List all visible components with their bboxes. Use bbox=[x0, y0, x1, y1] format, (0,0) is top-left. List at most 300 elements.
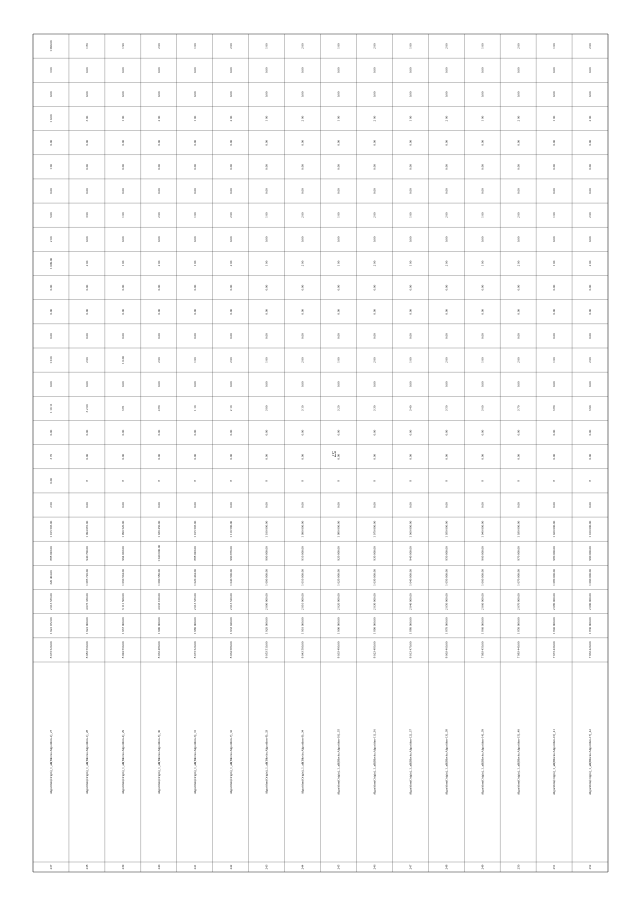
table-cell: 0.00 bbox=[372, 91, 377, 98]
table-cell: 0.00 bbox=[264, 381, 269, 388]
table-cell: 0.00 bbox=[552, 91, 557, 98]
table-cell: 0.00 bbox=[336, 67, 341, 74]
table-cell: 2 00 bbox=[49, 502, 54, 508]
table-cell: 1 105 505.00 bbox=[192, 520, 197, 538]
table-cell: 0.00 bbox=[228, 453, 233, 460]
table-cell: 960 000.00 bbox=[480, 546, 485, 561]
table-cell: 0.00 bbox=[192, 284, 197, 291]
table-cell: 3 50 bbox=[444, 405, 449, 412]
table-cell: 8 063 480.00 bbox=[156, 641, 161, 659]
table-cell: 1 000 000.00 bbox=[264, 569, 269, 586]
table-cell: 1 850 000.00 bbox=[516, 617, 521, 635]
table-cell: 1 900 000.00 bbox=[336, 617, 341, 635]
table-cell: 0.00 bbox=[336, 164, 341, 170]
table-cell: 0.00 bbox=[480, 502, 485, 508]
table-cell: 0.00 bbox=[372, 139, 377, 146]
table-cell: 1 870 000.00 bbox=[444, 617, 449, 635]
table-cell: 2 00 bbox=[228, 357, 233, 363]
table-cell: 0.00 bbox=[480, 67, 485, 74]
table-cell: 8 083 560.00 bbox=[85, 641, 90, 659]
table-cell: 0.00 bbox=[588, 91, 593, 98]
table-cell: 0.00 bbox=[85, 333, 90, 339]
table-cell: 0.00 bbox=[336, 502, 341, 508]
table-cell: 1 00 bbox=[408, 357, 413, 363]
table-cell: 1 060 504.00 bbox=[120, 569, 125, 586]
table-cell: 0.00 bbox=[552, 381, 557, 388]
table-cell: 1 040 500.00 bbox=[228, 569, 233, 586]
table-cell: 1 920 000.00 bbox=[264, 617, 269, 635]
table-cell: 4 033 100.00 bbox=[156, 593, 161, 610]
table-cell: 0.00 bbox=[264, 333, 269, 339]
table-cell: 0.00 bbox=[480, 284, 485, 291]
table-cell: 1 020 404.00 bbox=[192, 569, 197, 586]
table-cell: 0.00 bbox=[85, 381, 90, 388]
table-cell: 0.00 bbox=[85, 164, 90, 170]
table-cell: 0.00 bbox=[120, 429, 125, 436]
table-cell: 2 00 bbox=[372, 115, 377, 122]
table-cell: 1 070 000.00 bbox=[516, 569, 521, 586]
table-cell: 320 404.00 bbox=[49, 570, 54, 585]
table-cell: 5.00 bbox=[49, 212, 54, 218]
table-cell: 0.00 bbox=[552, 333, 557, 339]
table-cell: 1 010 bbox=[49, 356, 54, 364]
table-cell: 0.00 bbox=[408, 502, 413, 508]
table-cell: 1 085 720.00 bbox=[85, 569, 90, 586]
table-cell: 0.00 bbox=[264, 284, 269, 291]
table-cell: 2 013 536.00 bbox=[49, 593, 54, 610]
row-name-cell: Algorithm(Origin)_1_all(Blocks:Algorithm-7)_32 bbox=[228, 729, 233, 795]
table-cell: 8 bbox=[336, 480, 341, 482]
table-cell: 0.00 bbox=[480, 236, 485, 243]
table-cell: 7 963 420.00 bbox=[588, 641, 593, 659]
row-id-cell: 242 bbox=[228, 864, 233, 870]
table-cell: 0.00 bbox=[264, 308, 269, 315]
table-cell: 1 00 bbox=[120, 260, 125, 267]
table-cell: 1 00 bbox=[336, 260, 341, 267]
table-cell: 0.00 bbox=[192, 381, 197, 388]
table-cell: 0.00 bbox=[516, 308, 521, 315]
table-cell: 0.00 bbox=[228, 333, 233, 339]
table-cell: 7 973 430.00 bbox=[552, 641, 557, 659]
table-cell: 1 890 000.00 bbox=[372, 617, 377, 635]
table-cell: 2 080 000.00 bbox=[552, 593, 557, 610]
table-cell: 940 700.00 bbox=[85, 546, 90, 561]
table-cell: 994 003.00 bbox=[120, 546, 125, 561]
table-cell: 0.00 bbox=[85, 284, 90, 291]
table-cell: 1 990 000.00 bbox=[156, 617, 161, 635]
table-cell: 1 009.00 bbox=[49, 257, 54, 270]
table-cell: 0.00 bbox=[408, 453, 413, 460]
table-cell: 1 030 450.00 bbox=[156, 520, 161, 538]
table-cell: 888 093.00 bbox=[192, 546, 197, 561]
table-cell: 0.00 bbox=[49, 91, 54, 98]
table-cell: 0.00 bbox=[516, 139, 521, 146]
table-cell: 8 073 520.00 bbox=[192, 641, 197, 659]
table-cell: 4 073 330.00 bbox=[85, 593, 90, 610]
table-cell: 0.00 bbox=[120, 502, 125, 508]
table-cell: 0.00 bbox=[444, 236, 449, 243]
table-cell: 0.00 bbox=[300, 139, 305, 146]
table-cell: 1 80 bbox=[85, 43, 90, 49]
row-name-cell: Algorithm(Origin)_1_all(Blocks:Algorithm-4)_29 bbox=[120, 729, 125, 795]
table-cell: 0.00 bbox=[228, 429, 233, 436]
table-cell: 0.00 bbox=[264, 164, 269, 170]
table-cell: 2 00 bbox=[300, 212, 305, 218]
table-cell: 2 060 000.00 bbox=[480, 593, 485, 610]
table-cell: 980 000.00 bbox=[552, 546, 557, 561]
table-cell: 0.00 bbox=[85, 91, 90, 98]
row-name-cell: Algorithm(Origin)_1_all(Blocks:Algorithm-5)_30 bbox=[156, 729, 161, 795]
table-cell: 2 00 bbox=[516, 43, 521, 49]
table-cell: 1 00 bbox=[480, 260, 485, 267]
row-name-cell: Algorithm(Origin)_1_all(Blocks:Algorithm-8)_33 bbox=[264, 729, 269, 795]
table-cell: 1 090 000.00 bbox=[588, 569, 593, 586]
table-cell: 2 00 bbox=[588, 43, 593, 49]
table-cell: 0.00 bbox=[372, 502, 377, 508]
table-cell: 0.00 bbox=[264, 139, 269, 146]
table-cell: 2 00 bbox=[156, 43, 161, 49]
table-cell: 0.00 bbox=[300, 164, 305, 170]
table-cell: 3 80 bbox=[552, 405, 557, 412]
table-cell: 0.00 bbox=[444, 308, 449, 315]
table-cell: 1 10 11 bbox=[49, 403, 54, 414]
table-cell: 1 00 bbox=[336, 357, 341, 363]
table-cell: 0.00 bbox=[408, 67, 413, 74]
table-cell: 3 90 bbox=[588, 405, 593, 412]
row-id-cell: 241 bbox=[192, 864, 197, 870]
table-cell: 1 840 000.00 bbox=[552, 617, 557, 635]
table-cell: 920 000.00 bbox=[336, 546, 341, 561]
table-cell: 0.00 bbox=[444, 381, 449, 388]
table-cell: 0.00 bbox=[588, 188, 593, 194]
table-cell: 0.00 bbox=[300, 188, 305, 194]
table-cell: 8 bbox=[480, 480, 485, 482]
table-cell: 0.00 bbox=[300, 333, 305, 339]
table-cell: 0.00 bbox=[300, 381, 305, 388]
table-cell: 0.00 bbox=[156, 236, 161, 243]
table-cell: 3 60 bbox=[480, 405, 485, 412]
table-cell: 0.00 bbox=[516, 236, 521, 243]
table-cell: 0.00 bbox=[192, 333, 197, 339]
row-id-cell: 243 bbox=[264, 864, 269, 870]
table-cell: 0.00 bbox=[516, 381, 521, 388]
table-cell: 0.00 bbox=[264, 188, 269, 194]
row-id-cell: 251 bbox=[552, 864, 557, 870]
table-cell: 8 013 470.00 bbox=[408, 641, 413, 659]
row-id-cell: 237 bbox=[49, 864, 54, 870]
table-cell: 0.00 bbox=[552, 236, 557, 243]
table-cell: 8 bbox=[300, 480, 305, 482]
table-cell: 2 00 bbox=[228, 260, 233, 267]
table-cell: 1 060 000.00 bbox=[408, 520, 413, 538]
table-cell: 0.00 bbox=[228, 188, 233, 194]
table-cell: 0.00 bbox=[156, 188, 161, 194]
table-cell: 1 00 bbox=[480, 115, 485, 122]
table-cell: 0.00 bbox=[120, 67, 125, 74]
table-cell: 0.00 bbox=[228, 284, 233, 291]
table-cell: 0.00 bbox=[336, 308, 341, 315]
table-cell: 1 00 bbox=[408, 212, 413, 218]
table-cell: 0.00 bbox=[552, 429, 557, 436]
table-cell: 0.00 bbox=[516, 164, 521, 170]
table-cell: 0.00 bbox=[336, 139, 341, 146]
table-cell: 2 00 bbox=[156, 260, 161, 267]
row-id-cell: 252 bbox=[588, 864, 593, 870]
table-cell: 1 922 072.00 bbox=[49, 617, 54, 635]
table-cell: 0.00 bbox=[85, 188, 90, 194]
table-cell: 2 050 000.00 bbox=[444, 593, 449, 610]
table-cell: 0.00 bbox=[336, 91, 341, 98]
table-cell: 8 bbox=[552, 480, 557, 482]
table-cell: 0.00 bbox=[516, 453, 521, 460]
table-cell: 8 073 520.00 bbox=[49, 641, 54, 659]
table-cell: 8 bbox=[264, 480, 269, 482]
table-cell: 2 040 000.00 bbox=[408, 593, 413, 610]
table-cell: 0.00 bbox=[264, 453, 269, 460]
table-cell: 8 bbox=[408, 480, 413, 482]
table-cell: 2 00 bbox=[588, 260, 593, 267]
table-cell: 0.00 bbox=[480, 91, 485, 98]
table-cell: 0.00 bbox=[192, 429, 197, 436]
table-cell: 3 81 bbox=[120, 405, 125, 412]
table-cell: 0.00 bbox=[156, 502, 161, 508]
row-name-cell: Algorithm(Origin)_1_all(Blocks:Algorithm-2)_27 bbox=[49, 729, 54, 795]
table-cell: 0.00 bbox=[516, 91, 521, 98]
table-cell: 8 bbox=[156, 480, 161, 482]
table-cell: 1 90 bbox=[120, 43, 125, 49]
table-cell: 0.00 bbox=[336, 429, 341, 436]
table-cell: 2 00 bbox=[156, 115, 161, 122]
table-cell: 2 00 bbox=[156, 357, 161, 363]
table-cell: 0.00 bbox=[300, 308, 305, 315]
table-cell: 0.00 bbox=[444, 333, 449, 339]
table-cell: 0.00 bbox=[49, 188, 54, 194]
table-cell: 0.00 bbox=[516, 67, 521, 74]
table-cell: 0.00 bbox=[156, 429, 161, 436]
row-id-cell: 238 bbox=[85, 864, 90, 870]
table-cell: 0.00 bbox=[372, 381, 377, 388]
table-cell: 8 064 680.00 bbox=[228, 641, 233, 659]
table-cell: 0.00 bbox=[408, 429, 413, 436]
page-number: 57 bbox=[330, 451, 336, 457]
table-cell: 1 0.00 bbox=[120, 356, 125, 365]
table-cell: 0.00 bbox=[372, 429, 377, 436]
table-cell: 0.00 bbox=[120, 284, 125, 291]
table-cell: 3 30 bbox=[372, 405, 377, 412]
table-cell: 0.00 bbox=[372, 236, 377, 243]
table-cell: 0.00 bbox=[336, 381, 341, 388]
row-name-cell: Algorithm(Origin)_1_all(Blocks:Algorithm-1)_28 bbox=[85, 729, 90, 795]
table-cell: 1 00 bbox=[120, 115, 125, 122]
table-cell: 0.00 bbox=[264, 236, 269, 243]
table-cell: 1 010 000.00 bbox=[300, 569, 305, 586]
table-cell: 0.00 bbox=[408, 333, 413, 339]
table-cell: 0.00 bbox=[408, 164, 413, 170]
table-cell: 2 00 bbox=[300, 43, 305, 49]
table-cell: 0.00 bbox=[588, 453, 593, 460]
table-cell: 3 00 bbox=[85, 115, 90, 122]
table-cell: 1 00 bbox=[336, 212, 341, 218]
table-cell: 0.00 bbox=[120, 188, 125, 194]
table-cell: 1 00 bbox=[264, 260, 269, 267]
table-cell: 2 00 bbox=[444, 260, 449, 267]
table-cell: 0.00 bbox=[408, 381, 413, 388]
table-cell: 1 00 bbox=[408, 43, 413, 49]
table-cell: 0.00 bbox=[192, 188, 197, 194]
table-cell: 1 060 000.00 bbox=[480, 569, 485, 586]
table-cell: 0.00 bbox=[408, 308, 413, 315]
table-cell: 1 070 000.00 bbox=[372, 520, 377, 538]
table-cell: 0.00 bbox=[120, 164, 125, 170]
table-cell: 0.00 bbox=[120, 453, 125, 460]
table-cell: 0.00 bbox=[516, 502, 521, 508]
table-cell: 2 013 536.00 bbox=[192, 593, 197, 610]
table-cell: 1 00 bbox=[264, 43, 269, 49]
table-cell: 8 bbox=[228, 480, 233, 482]
row-name-cell: Algorithm(Origin)_1_all(Blocks:Algorithm-14)_39 bbox=[480, 729, 485, 795]
table-cell: 1 040 000.00 bbox=[156, 544, 161, 562]
table-cell: 0.00 bbox=[228, 164, 233, 170]
table-cell: 0.00 bbox=[228, 91, 233, 98]
table-cell: 0.00 bbox=[372, 333, 377, 339]
table-cell: 0.00 bbox=[408, 91, 413, 98]
table-cell: 0.00 bbox=[228, 381, 233, 388]
table-cell: 0.00 bbox=[156, 164, 161, 170]
row-name-cell: Algorithm(Origin)_1_all(Blocks:Algorithm-17)_42 bbox=[588, 729, 593, 795]
table-cell: 0.00 bbox=[85, 429, 90, 436]
table-cell: 910 000.00 bbox=[300, 546, 305, 561]
table-cell: 1 00 bbox=[120, 212, 125, 218]
table-cell: 1 910 000.00 bbox=[300, 617, 305, 635]
table-cell: 1 00 bbox=[336, 115, 341, 122]
table-cell: 0.00 bbox=[588, 381, 593, 388]
table-cell: 1 100 000.00 bbox=[264, 520, 269, 538]
table-cell: 0.00 bbox=[336, 188, 341, 194]
table-cell: 0.00 bbox=[588, 236, 593, 243]
row-name-cell: Algorithm(Origin)_1_all(Blocks:Algorithm-6)_31 bbox=[192, 729, 197, 795]
row-name-cell: Algorithm(Origin)_1_all(Blocks:Algorithm-13)_38 bbox=[444, 729, 449, 795]
table-cell: 1 080 000.00 bbox=[336, 520, 341, 538]
table-cell: 1 105 505.00 bbox=[49, 520, 54, 538]
table-cell: 0.00 bbox=[156, 381, 161, 388]
table-cell: 0.00 bbox=[444, 188, 449, 194]
table-cell: 0.00 bbox=[300, 502, 305, 508]
table-cell: 0.00 bbox=[336, 333, 341, 339]
table-cell: 1 010 000.00 bbox=[588, 520, 593, 538]
table-cell: 0.00 bbox=[192, 164, 197, 170]
table-cell: 0.00 bbox=[192, 67, 197, 74]
table-cell: 0.00 bbox=[85, 139, 90, 146]
table-cell: 2 070 000.00 bbox=[516, 593, 521, 610]
table-cell: 1 090 000.00 bbox=[300, 520, 305, 538]
table-cell: 0.00 bbox=[372, 164, 377, 170]
table-cell: 7 993 450.00 bbox=[480, 641, 485, 659]
table-cell: 8 bbox=[588, 480, 593, 482]
table-cell: 1 00 bbox=[552, 357, 557, 363]
row-id-cell: 246 bbox=[372, 864, 377, 870]
row-name-cell: Algorithm(Origin)_1_all(Blocks:Algorithm-9)_34 bbox=[300, 729, 305, 795]
table-cell: 2 00 bbox=[516, 212, 521, 218]
table-cell: 0.00 bbox=[300, 67, 305, 74]
table-cell: 0.00 bbox=[372, 308, 377, 315]
row-name-cell: Algorithm(Origin)_1_all(Blocks:Algorithm-15)_40 bbox=[516, 729, 521, 795]
table-cell: 0.00 bbox=[552, 188, 557, 194]
table-cell: 8 bbox=[192, 480, 197, 482]
table-cell: 0.00 bbox=[480, 381, 485, 388]
table-cell: 2 00 bbox=[85, 260, 90, 267]
table-cell: 0.00 bbox=[444, 67, 449, 74]
table-cell: 0.00 bbox=[588, 284, 593, 291]
table-cell: 0.00 bbox=[588, 429, 593, 436]
table-cell: 0.00 bbox=[372, 284, 377, 291]
table-cell: 0.00 bbox=[192, 236, 197, 243]
table-cell: 0.00 bbox=[300, 429, 305, 436]
table-cell: 1 00 bbox=[408, 260, 413, 267]
table-cell: 1 00 bbox=[192, 357, 197, 363]
table-cell: 0.00 bbox=[85, 502, 90, 508]
table-cell: 1 00 bbox=[192, 260, 197, 267]
table-cell: 0.00 bbox=[120, 381, 125, 388]
table-cell: 1 040 000.00 bbox=[408, 569, 413, 586]
table-cell: 1 00 bbox=[336, 43, 341, 49]
table-cell: 2 00 bbox=[300, 115, 305, 122]
table-cell: 2 00 bbox=[156, 212, 161, 218]
table-cell: 2 00 bbox=[300, 260, 305, 267]
table-cell: 8 bbox=[372, 480, 377, 482]
table-cell: 2 090 000.00 bbox=[588, 593, 593, 610]
table-cell: 8 003 460.00 bbox=[444, 641, 449, 659]
table-cell: 1 030 000.00 bbox=[516, 520, 521, 538]
table-cell: 3 40 bbox=[408, 405, 413, 412]
table-cell: 0.00 bbox=[444, 429, 449, 436]
table-cell: 2 00 bbox=[372, 260, 377, 267]
table-cell: 0.00 bbox=[49, 478, 54, 484]
table-cell: 0.00 bbox=[372, 453, 377, 460]
table-cell: 888 093.00 bbox=[49, 546, 54, 561]
table-cell: 0.00 bbox=[444, 91, 449, 98]
table-cell: 0.00 bbox=[264, 429, 269, 436]
table-cell: 1 00 bbox=[480, 212, 485, 218]
table-cell: 1 080 000.00 bbox=[552, 569, 557, 586]
table-cell: 970 000.00 bbox=[516, 546, 521, 561]
table-cell: 0.00 bbox=[300, 91, 305, 98]
table-grid bbox=[33, 34, 608, 872]
table-cell: 2 00 bbox=[588, 357, 593, 363]
table-cell: 0.00 bbox=[85, 453, 90, 460]
table-cell: 0.00 bbox=[156, 284, 161, 291]
row-id-cell: 245 bbox=[336, 864, 341, 870]
row-id-cell: 240 bbox=[156, 864, 161, 870]
table-cell: 0.00 bbox=[516, 284, 521, 291]
table-cell: 1 040 000.00 bbox=[480, 520, 485, 538]
table-cell: 2 00 bbox=[444, 115, 449, 122]
table-cell: 0.00 bbox=[552, 308, 557, 315]
table-cell: 0.00 bbox=[480, 333, 485, 339]
table-cell: 1 00 bbox=[192, 115, 197, 122]
table-cell: 940 000.00 bbox=[408, 546, 413, 561]
table-cell: 1 00 bbox=[552, 43, 557, 49]
table-cell: 0.00 bbox=[552, 164, 557, 170]
table-cell: 2 00 bbox=[300, 357, 305, 363]
table-cell: 1 050 000.00 bbox=[444, 569, 449, 586]
table-cell: 0.00 bbox=[156, 453, 161, 460]
table-cell: 0.00 bbox=[49, 381, 54, 388]
table-cell: 2 00 bbox=[372, 357, 377, 363]
table-cell: 3 00 bbox=[85, 212, 90, 218]
table-cell: 1 00 bbox=[264, 212, 269, 218]
table-cell: 2 00 bbox=[228, 212, 233, 218]
table-cell: 0.00 bbox=[372, 188, 377, 194]
